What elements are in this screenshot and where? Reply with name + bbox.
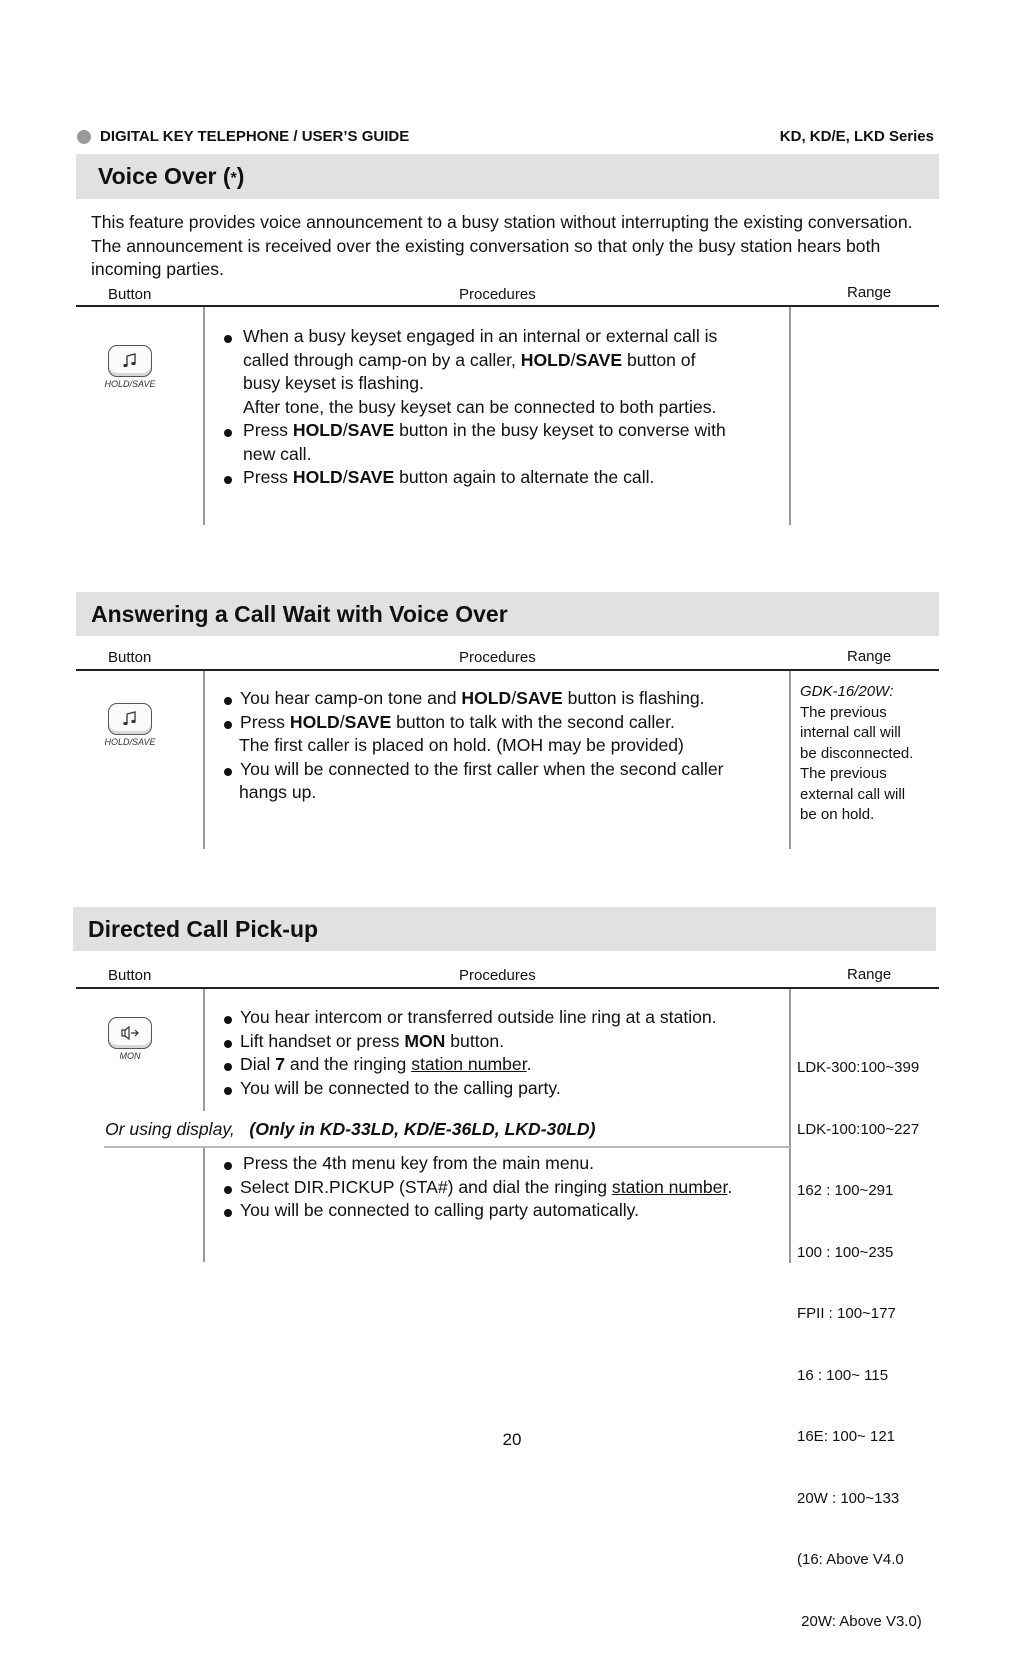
music-note-icon [121,352,139,370]
section-title-call-wait: Answering a Call Wait with Voice Over [76,592,939,636]
column-divider [203,989,205,1111]
procedure-step: You will be connected to the first caller when the second caller [223,758,788,782]
header-series: KD, KD/E, LKD Series [779,128,934,145]
mon-key [108,1017,152,1049]
procedure-step: Press HOLD/SAVE button to talk with the second caller. [223,711,788,735]
column-header-range: Range [847,648,892,665]
table-rule [76,987,939,989]
range-line: internal call will [800,724,901,741]
range-line: 162 : 100~291 [797,1182,894,1199]
range-line: LDK-100:100~227 [797,1120,920,1138]
station-number-term: station number [411,1054,527,1074]
section-title-directed-pickup: Directed Call Pick-up [73,907,936,951]
range-line: The previous [800,765,887,782]
column-header-button: Button [108,649,152,666]
range-model: GDK-16/20W: [800,683,894,700]
procedure-step-cont: called through camp-on by a caller, HOLD/SAVE button of [243,349,696,370]
range-line: 100 : 100~235 [797,1243,894,1261]
range-line: LDK-300:100~399 [797,1059,920,1076]
range-line: The previous [800,703,887,721]
range-line: 20W : 100~133 [797,1489,900,1507]
mon-key-label: MON [119,1051,141,1061]
section-title-voice-over: Voice Over ( * ) [76,154,939,199]
column-header-range: Range [847,284,892,301]
hold-save-key [108,703,152,735]
procedure-step: Dial 7 and the ringing station number. [223,1053,788,1077]
station-number-term: station number [611,1176,728,1197]
procedure-step: You hear camp-on tone and HOLD/SAVE button is flashing. [223,687,788,711]
procedure-step: You hear intercom or transferred outside line ring at a station. [223,1006,788,1030]
column-header-procedures: Procedures [459,286,536,303]
range-line: (16: Above V4.0 [797,1551,904,1568]
range-line: be disconnected. [800,744,914,762]
range-line: 16E: 100~ 121 [797,1428,896,1445]
page-number: 20 [502,1430,522,1449]
range-line: external call will [800,785,906,803]
table-rule [104,1146,790,1148]
header-bullet-icon [77,130,91,144]
column-header-procedures: Procedures [459,967,536,984]
procedure-step-cont: After tone, the busy keyset can be connected to both parties. [243,396,717,417]
column-divider [789,671,791,849]
hold-save-key-label: HOLD/SAVE [104,737,156,747]
procedure-list [223,687,788,805]
procedure-step: Press HOLD/SAVE button in the busy keyset to converse with [223,419,788,443]
column-divider [203,1148,205,1262]
column-divider [789,307,791,525]
procedure-step: Press HOLD/SAVE button again to alternate the call. [223,466,788,490]
display-note: Or using display, (Only in KD-33LD, KD/E-36LD, LKD-30LD) [105,1119,596,1139]
procedure-list [223,1006,788,1100]
range-line: be on hold. [800,806,875,823]
hold-save-key [108,345,152,377]
section-intro: This feature provides voice announcement to a busy station without interrupting the existing conversation. The announcement is received over the existing conversation so that only the busy station hears both incoming parties. [91,212,913,279]
range-line: 16 : 100~ 115 [797,1366,889,1384]
hold-save-key-label: HOLD/SAVE [104,379,156,389]
procedure-step-cont: hangs up. [239,782,317,802]
column-header-button: Button [108,286,152,303]
procedure-step-cont: busy keyset is flashing. [243,373,424,393]
column-header-range: Range [847,966,892,983]
procedure-step-cont: new call. [243,443,312,464]
display-procedure-list [223,1152,803,1223]
range-note [800,682,940,826]
range-note [797,1017,942,1653]
procedure-step: Lift handset or press MON button. [223,1030,788,1054]
column-divider [203,671,205,849]
procedure-step: You will be connected to calling party automatically. [223,1199,803,1223]
column-header-button: Button [108,967,152,984]
star-symbol: * [230,169,237,187]
speaker-icon [120,1024,140,1042]
range-line: 20W: Above V3.0) [797,1612,922,1630]
header-guide-title: DIGITAL KEY TELEPHONE / USER’S GUIDE [100,128,410,145]
column-divider [203,307,205,525]
music-note-icon [121,710,139,728]
procedure-step: When a busy keyset engaged in an internal or external call is [223,325,788,349]
procedure-step-cont: The first caller is placed on hold. (MOH may be provided) [239,735,684,755]
range-line: FPII : 100~177 [797,1305,896,1322]
procedure-list [223,325,788,490]
display-models: (Only in KD-33LD, KD/E-36LD, LKD-30LD) [249,1119,596,1139]
column-header-procedures: Procedures [459,649,536,666]
table-rule [76,305,939,307]
procedure-step: Select DIR.PICKUP (STA#) and dial the ringing station number. [223,1176,803,1200]
procedure-step: You will be connected to the calling party. [223,1077,788,1101]
table-rule [76,669,939,671]
procedure-step: Press the 4th menu key from the main menu. [223,1152,803,1176]
